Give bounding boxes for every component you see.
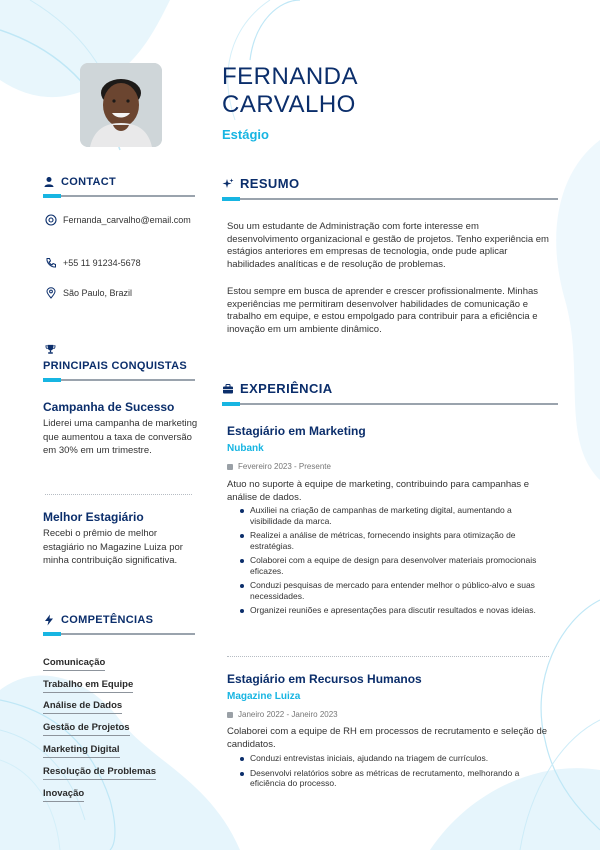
- skill-item: Marketing Digital: [43, 744, 120, 758]
- skill-item: Comunicação: [43, 657, 105, 671]
- phone-icon: [45, 257, 57, 269]
- contact-title: CONTACT: [61, 176, 117, 188]
- list-item: Colaborei com a equipe de design para desenvolver materiais promocionais eficazes.: [238, 555, 548, 576]
- experience-section: [222, 381, 558, 405]
- achievements-title: PRINCIPAIS CONQUISTAS: [43, 360, 188, 372]
- skills-heading: [43, 614, 195, 626]
- list-item: Conduzi entrevistas iniciais, ajudando na triagem de currículos.: [238, 753, 548, 764]
- job-bullets: [238, 753, 548, 793]
- phone-text: +55 11 91234-5678: [63, 258, 141, 268]
- contact-email[interactable]: [45, 214, 195, 226]
- contact-phone[interactable]: [45, 257, 141, 269]
- briefcase-icon: [222, 383, 234, 395]
- job-subtitle: Estágio: [222, 127, 269, 142]
- first-name: FERNANDA: [222, 63, 359, 90]
- job-dates: [227, 710, 338, 719]
- job-dates: [227, 462, 331, 471]
- achievements-section: [43, 360, 195, 381]
- job-bullets: [238, 505, 548, 620]
- achievement-title: Melhor Estagiário: [43, 510, 144, 524]
- candidate-name: [222, 63, 358, 119]
- achievement-text: Liderei uma campanha de marketing que aumentou a taxa de conversão em 30% em um trimestre.: [43, 418, 198, 456]
- contact-divider: [43, 195, 195, 197]
- job-dates-text: Janeiro 2022 - Janeiro 2023: [238, 710, 338, 719]
- contact-location: [45, 287, 132, 299]
- summary-divider: [222, 198, 558, 200]
- achievements-divider: [43, 379, 195, 381]
- skills-title: COMPETÊNCIAS: [61, 614, 154, 626]
- calendar-icon: [227, 464, 233, 470]
- list-item: Conduzi pesquisas de mercado para entender melhor o público-alvo e suas necessidades.: [238, 580, 548, 601]
- job-title: Estagiário em Recursos Humanos: [227, 672, 422, 686]
- last-name: CARVALHO: [222, 91, 356, 118]
- at-icon: [45, 214, 57, 226]
- list-item: Organizei reuniões e apresentações para discutir resultados e novas ideias.: [238, 605, 548, 616]
- experience-divider: [222, 403, 558, 405]
- lightning-icon: [43, 614, 55, 626]
- skills-section: [43, 614, 195, 635]
- achievements-heading: [43, 360, 195, 372]
- contact-section: [43, 176, 195, 197]
- person-icon: [43, 176, 55, 188]
- skill-item: Análise de Dados: [43, 700, 122, 714]
- trophy-icon: [45, 344, 56, 355]
- location-pin-icon: [45, 287, 57, 299]
- summary-heading: [222, 176, 558, 191]
- summary-title: RESUMO: [240, 176, 300, 191]
- summary-section: [222, 176, 558, 200]
- list-item: Desenvolvi relatórios sobre as métricas de recrutamento, melhorando a eficiência do processo.: [238, 768, 548, 789]
- location-text: São Paulo, Brazil: [63, 288, 133, 298]
- job-description: Atuo no suporte à equipe de marketing, contribuindo para campanhas e análise de dados.: [227, 479, 530, 503]
- profile-photo: [80, 63, 162, 147]
- achievement-text: Recebi o prêmio de melhor estagiário no Magazine Luiza por minha contribuição significativa.: [43, 528, 183, 566]
- email-text: Fernanda_carvalho@email.com: [63, 215, 191, 225]
- contact-heading: [43, 176, 195, 188]
- job-title: Estagiário em Marketing: [227, 424, 366, 438]
- summary-paragraph: Estou sempre em busca de aprender e crescer profissionalmente. Minhas experiências me permitiram desenvolver habilidades de comunicação e trabalho em equipe, e estou empolgado para contribuir para a eficiência e inovação em um ambiente dinâmico.: [227, 286, 539, 335]
- company-name: Magazine Luiza: [227, 691, 301, 702]
- skill-item: Trabalho em Equipe: [43, 679, 133, 693]
- skill-item: Gestão de Projetos: [43, 722, 130, 736]
- sparkle-icon: [222, 178, 234, 190]
- achievement-title: Campanha de Sucesso: [43, 400, 175, 414]
- job-separator: [227, 656, 549, 657]
- skill-item: Resolução de Problemas: [43, 766, 156, 780]
- calendar-icon: [227, 712, 233, 718]
- experience-heading: [222, 381, 558, 396]
- skills-divider: [43, 633, 195, 635]
- achievement-separator: [45, 494, 192, 495]
- job-description: Colaborei com a equipe de RH em processos de recrutamento e seleção de candidatos.: [227, 726, 548, 750]
- list-item: Auxiliei na criação de campanhas de marketing digital, aumentando a visibilidade da marca.: [238, 505, 548, 526]
- summary-paragraph: Sou um estudante de Administração com forte interesse em desenvolvimento organizacional e gestão de projetos. Tenho experiência em estágios anteriores em empresas de tecnologia, onde pude aplicar habilidades analíticas e de resolução de problemas.: [227, 221, 549, 270]
- company-name: Nubank: [227, 443, 264, 454]
- list-item: Realizei a análise de métricas, fornecendo insights para otimização de estratégias.: [238, 530, 548, 551]
- skill-item: Inovação: [43, 788, 84, 802]
- job-dates-text: Fevereiro 2023 - Presente: [238, 462, 331, 471]
- experience-title: EXPERIÊNCIA: [240, 381, 333, 396]
